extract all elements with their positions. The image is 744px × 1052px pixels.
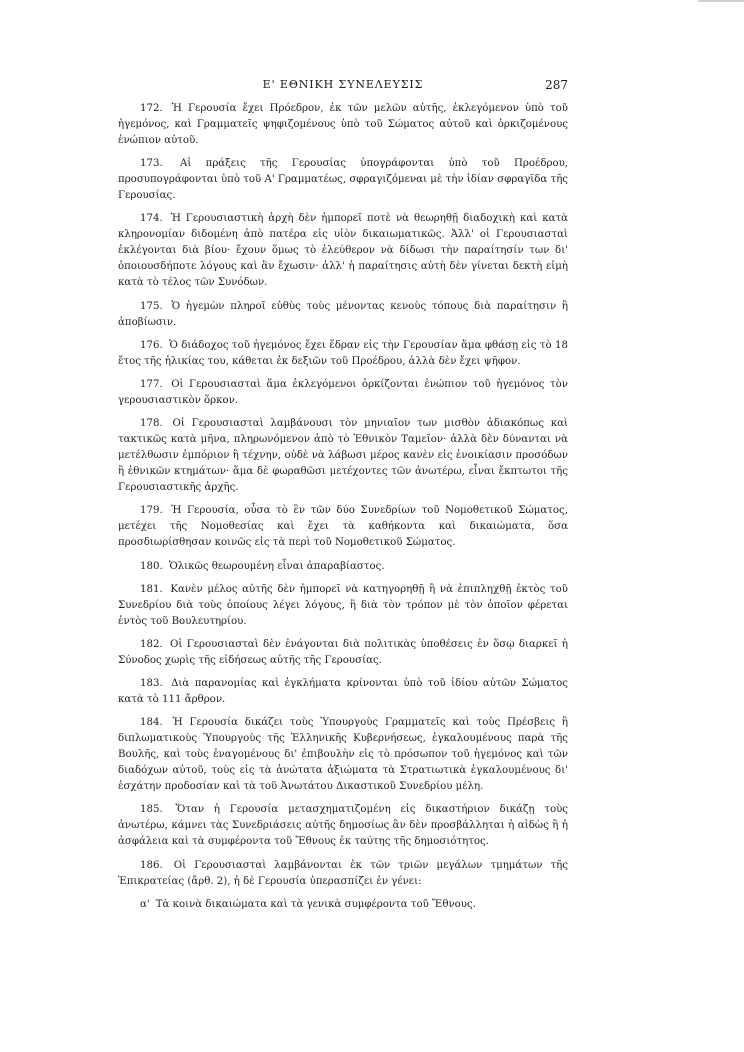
article-text: Οἱ Γερουσιασταὶ δὲν ἐνάγονται διὰ πολιτικὰς ὑποθέσεις ἐν ὅσῳ διαρκεῖ ἡ Σύνοδος χωρὶς τῆς εἰδήσεως αὐτῆς τῆς Γερουσίας. xyxy=(118,638,568,666)
article-text: Οἱ Γερουσιασταὶ λαμβάνουσι τὸν μηνιαῖον των μισθὸν ἀδιακόπως καὶ τακτικῶς κατὰ μῆνα, πληρωνόμενον ἀπὸ τὸ Ἐθνικὸν Ταμεῖον· ἀλλὰ δὲν δύνανται νὰ μετέλθωσιν ἐμπόριον ἢ τέχνην, οὐδὲ νὰ λάβωσι μέρος κανὲν εἰς ἐνοικίασιν προσόδων ἢ ἐθνικῶν κτημάτων· ἅμα δὲ φωραθῶσι μετέχοντες τῶν ἀνωτέρω, εἶναι ἔκπτωτοι τῆς Γερουσιαστικῆς ἀρχῆς. xyxy=(118,418,568,494)
article-text: Ὅταν ἡ Γερουσία μετασχηματιζομένη εἰς δικαστήριον δικάζῃ τοὺς ἀνωτέρω, κάμνει τὰς Συνεδριάσεις αὐτῆς δημοσίως ἂν δὲν προσβάλληται ἡ αἰδὼς ἢ ἡ ἀσφάλεια καὶ τὰ συμφέροντα τοῦ Ἔθνους ἐκ ταύτης τῆς δημοσιότητος. xyxy=(118,804,568,848)
article-text: Ἡ Γερουσία, οὖσα τὸ ἓν τῶν δύο Συνεδρίων τοῦ Νομοθετικοῦ Σώματος, μετέχει τῆς Νομοθεσίας καὶ ἔχει τὰ καθήκοντα καὶ δικαιώματα, ὅσα προσδιωρίσθησαν κοινῶς εἰς τὰ περὶ τοῦ Νομοθετικοῦ Σώματος. xyxy=(118,505,568,549)
article-number: 174. xyxy=(140,213,163,225)
article-172 xyxy=(118,101,568,149)
article-number: 176. xyxy=(140,339,163,351)
article-185 xyxy=(118,802,568,850)
article-text: Οἱ Γερουσιασταὶ λαμβάνονται ἐκ τῶν τριῶν μεγάλων τμημάτων τῆς Ἐπικρατείας (ἄρθ. 2), ἡ δὲ Γερουσία ὑπερασπίζει ἐν γένει: xyxy=(118,859,568,887)
article-179 xyxy=(118,503,568,551)
article-181 xyxy=(118,582,568,630)
article-number: 185. xyxy=(140,804,163,816)
article-text: Ἡ Γερουσιαστικὴ ἀρχὴ δὲν ἠμπορεῖ ποτὲ νὰ θεωρηθῇ διαδοχικὴ καὶ κατὰ κληρονομίαν διδομένη ἀπὸ πατέρα εἰς υἱὸν δικαιωματικῶς. Ἀλλ' οἱ Γερουσιασταὶ ἐκλέγονται διὰ βίου· ἔχουν ὅμως τὸ ἐλεύθερον νὰ δίδωσι τὴν παραίτησίν των δι' ὁποιουσδήποτε λόγους καὶ ἂν ἔχωσιν· ἀλλ' ἡ παραίτησις αὐτὴ δὲν γίνεται δεκτὴ εἰμὴ κατὰ τὸ τέλος τῶν Συνόδων. xyxy=(118,213,568,289)
article-173 xyxy=(118,156,568,204)
article-number: 175. xyxy=(140,300,163,312)
article-number: 179. xyxy=(140,505,163,517)
article-text: Ὁλικῶς θεωρουμένη εἶναι ἀπαραβίαστος. xyxy=(168,560,385,572)
article-182 xyxy=(118,637,568,669)
article-number: 178. xyxy=(140,418,163,430)
article-text: Αἱ πράξεις τῆς Γερουσίας ὑπογράφονται ὑπὸ τοῦ Προέδρου, προσυπογράφονται ὑπὸ τοῦ Α' Γραμματέως, σφραγιζόμεναι μὲ τὴν ἰδίαν σφραγῖδα τῆς Γερουσίας. xyxy=(118,158,569,202)
article-number: 184. xyxy=(140,717,163,729)
article-number: 182. xyxy=(140,638,163,650)
article-177 xyxy=(118,377,568,409)
page-number: 287 xyxy=(545,78,568,92)
article-number: 180. xyxy=(140,560,163,572)
article-174 xyxy=(118,211,568,291)
article-text: Διὰ παρανομίας καὶ ἐγκλήματα κρίνονται ὑπὸ τοῦ ἰδίου αὐτῶν Σώματος κατὰ τὸ 111 ἄρθρον. xyxy=(118,678,568,706)
article-text: Ἡ Γερουσία ἔχει Πρόεδρον, ἐκ τῶν μελῶν αὐτῆς, ἐκλεγόμενον ὑπὸ τοῦ ἡγεμόνος, καὶ Γραμματεῖς ψηφιζομένους ὑπὸ τοῦ Σώματος αὐτοῦ καὶ ὁρκιζομένους ἐνώπιον αὐτοῦ. xyxy=(118,103,569,146)
running-header xyxy=(118,77,568,93)
article-175 xyxy=(118,299,568,331)
article-176 xyxy=(118,338,568,370)
article-text: Οἱ Γερουσιασταὶ ἅμα ἐκλεγόμενοι ὁρκίζονται ἐνώπιον τοῦ ἡγεμόνος τὸν γερουσιαστικὸν ὅρκον. xyxy=(118,378,568,406)
article-text: Ὁ διάδοχος τοῦ ἡγεμόνος ἔχει ἕδραν εἰς τὴν Γερουσίαν ἅμα φθάσῃ εἰς τὸ 18 ἔτος τῆς ἡλικίας του, κάθεται ἐκ δεξιῶν τοῦ Προέδρου, ἀλλὰ δὲν ἔχει ψῆφον. xyxy=(118,339,568,367)
article-number: 183. xyxy=(140,678,163,690)
article-183 xyxy=(118,676,568,708)
article-178 xyxy=(118,416,568,496)
article-186 xyxy=(118,858,568,890)
list-item-text: Τὰ κοινὰ δικαιώματα καὶ τὰ γενικὰ συμφέροντα τοῦ Ἔθνους. xyxy=(155,898,476,910)
scan-edge-mark xyxy=(698,0,744,2)
article-text: Ὁ ἡγεμὼν πληροῖ εὐθὺς τοὺς μένοντας κενοὺς τόπους διὰ παραίτησιν ἢ ἀποβίωσιν. xyxy=(118,300,568,328)
article-number: 181. xyxy=(140,583,163,595)
article-text: Ἡ Γερουσία δικάζει τοὺς Ὑπουργοὺς Γραμματεῖς καὶ τοὺς Πρέσβεις ἢ διπλωματικοὺς Ὑπουργοὺς τῆς Ἑλληνικῆς Κυβερνήσεως, ἐγκαλουμένους παρὰ τῆς Βουλῆς, καὶ τοὺς ἐναγομένους δι' ἐπιβουλὴν εἰς τὸ πρόσωπον τοῦ ἡγεμόνος καὶ τῶν διαδόχων αὐτοῦ, τοὺς εἰς τὰ ἀνώτατα ἀξιώματα τὰ Στρατιωτικὰ ἐγκαλουμένους δι' ἐσχάτην προδοσίαν καὶ τὰ τοῦ Ἀνωτάτου Δικαστικοῦ Συνεδρίου μέλη. xyxy=(118,717,568,793)
list-item-label: α' xyxy=(140,898,150,910)
article-184 xyxy=(118,715,568,795)
article-number: 186. xyxy=(140,859,163,871)
header-title: Ε' ΕΘΝΙΚΗ ΣΥΝΕΛΕΥΣΙΣ xyxy=(262,78,424,91)
article-number: 172. xyxy=(140,103,163,114)
article-number: 173. xyxy=(140,158,163,170)
list-item xyxy=(118,897,568,913)
article-180 xyxy=(118,559,568,575)
body-text xyxy=(118,101,568,913)
article-number: 177. xyxy=(140,378,163,390)
article-text: Κανὲν μέλος αὐτῆς δὲν ἠμπορεῖ νὰ κατηγορηθῇ ἢ νὰ ἐπιπληχθῇ ἐκτὸς τοῦ Συνεδρίου διὰ τοὺς ὁποίους λέγει λόγους, ἢ διὰ τὸν τρόπον μὲ τὸν ὁποῖον φέρεται ἐντὸς τοῦ Βουλευτηρίου. xyxy=(118,583,568,627)
